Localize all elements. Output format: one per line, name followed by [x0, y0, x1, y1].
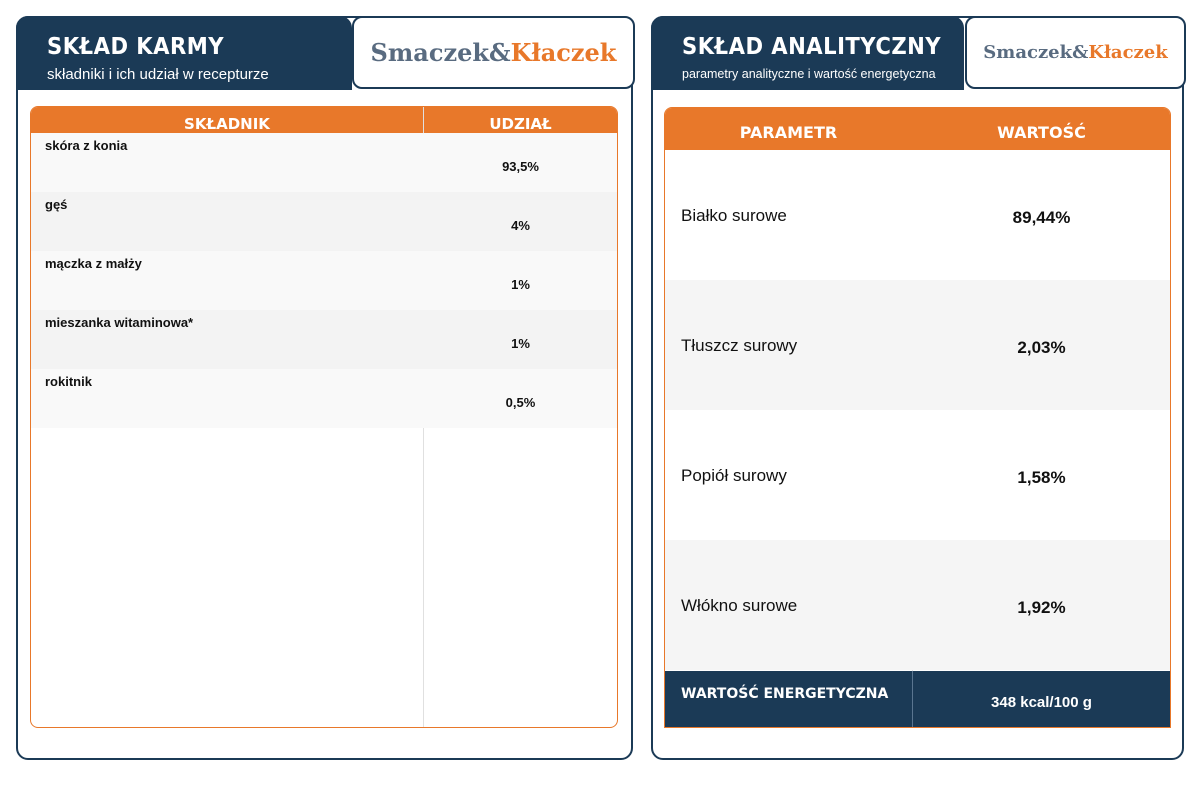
table-row — [665, 410, 1170, 540]
energy-value-row — [665, 671, 1170, 727]
table-row — [31, 133, 617, 192]
parameter-value: 1,92% — [1017, 598, 1066, 617]
parameter-value: 1,58% — [1017, 468, 1066, 487]
column-header-ingredient: SKŁADNIK — [184, 115, 270, 133]
energy-value: 348 kcal/100 g — [991, 694, 1092, 711]
column-header-value: WARTOŚĆ — [997, 123, 1086, 142]
parameter-name: Popiół surowy — [681, 466, 787, 485]
parameter-value: 2,03% — [1017, 338, 1066, 357]
table-header — [31, 107, 617, 133]
ingredient-share: 1% — [511, 336, 530, 351]
ingredients-table — [30, 106, 618, 728]
logo-text-part2: Kłaczek — [1088, 42, 1168, 63]
ingredient-share: 0,5% — [505, 395, 536, 410]
parameter-name: Białko surowe — [681, 206, 787, 225]
table-row — [31, 251, 617, 310]
title-bar — [16, 16, 352, 90]
card-subtitle: składniki i ich udział w recepturze — [47, 66, 269, 83]
brand-logo — [965, 16, 1186, 89]
ingredient-name: mieszanka witaminowa* — [45, 315, 194, 330]
table-row — [665, 280, 1170, 410]
table-row — [31, 310, 617, 369]
column-header-parameter: PARAMETR — [739, 123, 838, 142]
parameter-name: Tłuszcz surowy — [681, 336, 798, 355]
logo-text-part2: Kłaczek — [510, 38, 617, 67]
card-subtitle: parametry analityczne i wartość energetyczna — [682, 67, 936, 81]
table-row — [665, 540, 1170, 670]
table-row — [665, 150, 1170, 280]
brand-logo — [352, 16, 635, 89]
title-bar — [651, 16, 964, 90]
ingredient-name: mączka z małży — [45, 256, 142, 271]
analytical-composition-card — [651, 16, 1184, 760]
ingredient-share: 1% — [511, 277, 530, 292]
ingredient-share: 93,5% — [502, 159, 539, 174]
card-title: SKŁAD ANALITYCZNY — [682, 34, 942, 60]
ingredient-name: skóra z konia — [45, 138, 128, 153]
column-header-share: UDZIAŁ — [489, 115, 552, 133]
logo-text-part1: Smaczek& — [983, 42, 1089, 63]
logo-text-part1: Smaczek& — [370, 38, 511, 67]
parameter-value: 89,44% — [1012, 208, 1071, 227]
table-row — [31, 192, 617, 251]
table-row — [31, 369, 617, 428]
feed-composition-card — [16, 16, 633, 760]
ingredient-name: rokitnik — [45, 374, 92, 389]
analytical-table — [664, 107, 1171, 728]
ingredient-share: 4% — [511, 218, 530, 233]
ingredient-name: gęś — [45, 197, 68, 212]
parameter-name: Włókno surowe — [681, 596, 798, 615]
table-header — [665, 108, 1170, 150]
card-title: SKŁAD KARMY — [47, 34, 225, 60]
energy-label: WARTOŚĆ ENERGETYCZNA — [681, 686, 889, 702]
